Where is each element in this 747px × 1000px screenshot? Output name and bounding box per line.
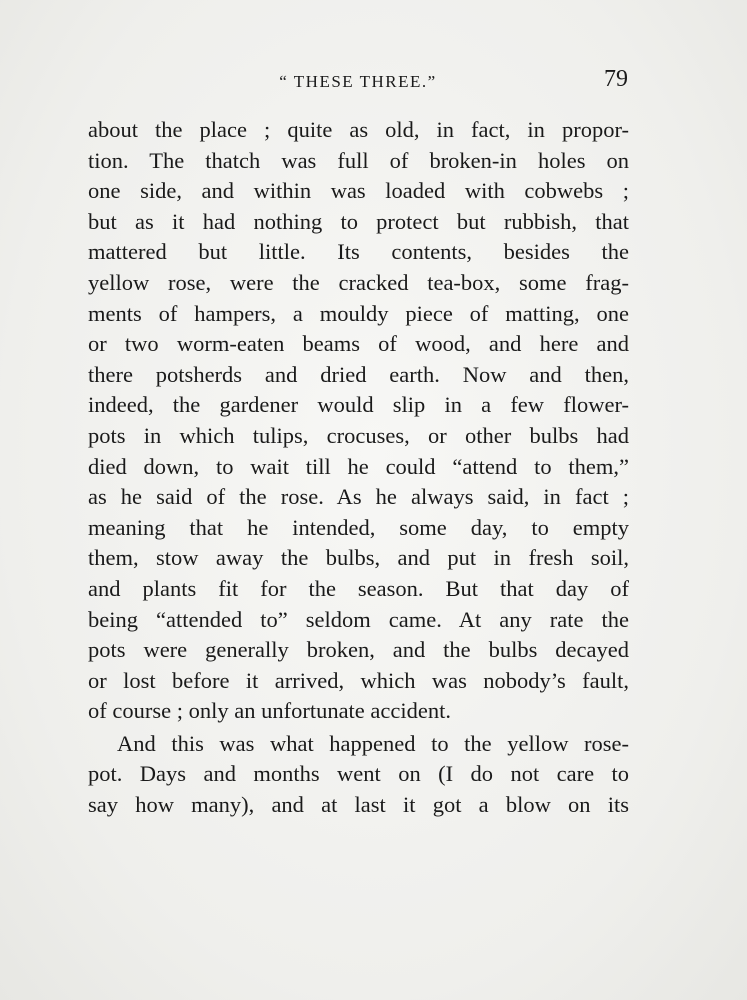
text-line: being “attended to” seldom came. At any rate the [88,606,629,632]
text-line: and plants fit for the season. But that day of [88,575,629,601]
text-line: about the place ; quite as old, in fact, in propor- [88,117,629,142]
text-line: mattered but little. Its contents, besides the [88,239,629,265]
paragraph [88,115,629,727]
text-line: And this was what happened to the yellow rose- [117,730,629,756]
text-line: meaning that he intended, some day, to empty [88,514,629,540]
running-head [88,66,628,96]
paragraph [88,729,629,821]
text-line: or two worm-eaten beams of wood, and here and [88,331,629,357]
text-line: them, stow away the bulbs, and put in fresh soil, [88,545,629,571]
text-line: say how many), and at last it got a blow on its [88,792,629,818]
text-line: indeed, the gardener would slip in a few flower- [88,392,629,418]
text-line: ments of hampers, a mouldy piece of matting, one [88,300,629,326]
text-line: one side, and within was loaded with cobwebs ; [88,178,629,204]
text-line: of course ; only an unfortunate accident. [88,698,451,724]
page-number: 79 [604,66,628,92]
text-line: pots were generally broken, and the bulbs decayed [88,637,629,663]
text-line: tion. The thatch was full of broken-in holes on [88,147,629,173]
text-line: there potsherds and dried earth. Now and then, [88,361,629,387]
text-line: died down, to wait till he could “attend to them,” [88,453,629,479]
text-line: pots in which tulips, crocuses, or other bulbs had [88,422,629,448]
text-line: yellow rose, were the cracked tea-box, some frag- [88,269,629,295]
chapter-title: “ THESE THREE.” [279,72,437,91]
body-text [88,115,629,821]
text-line: as he said of the rose. As he always said, in fact ; [88,484,629,510]
text-line: pot. Days and months went on (I do not care to [88,761,629,787]
text-line: but as it had nothing to protect but rubbish, that [88,208,629,234]
text-line: or lost before it arrived, which was nobody’s fault, [88,667,629,693]
